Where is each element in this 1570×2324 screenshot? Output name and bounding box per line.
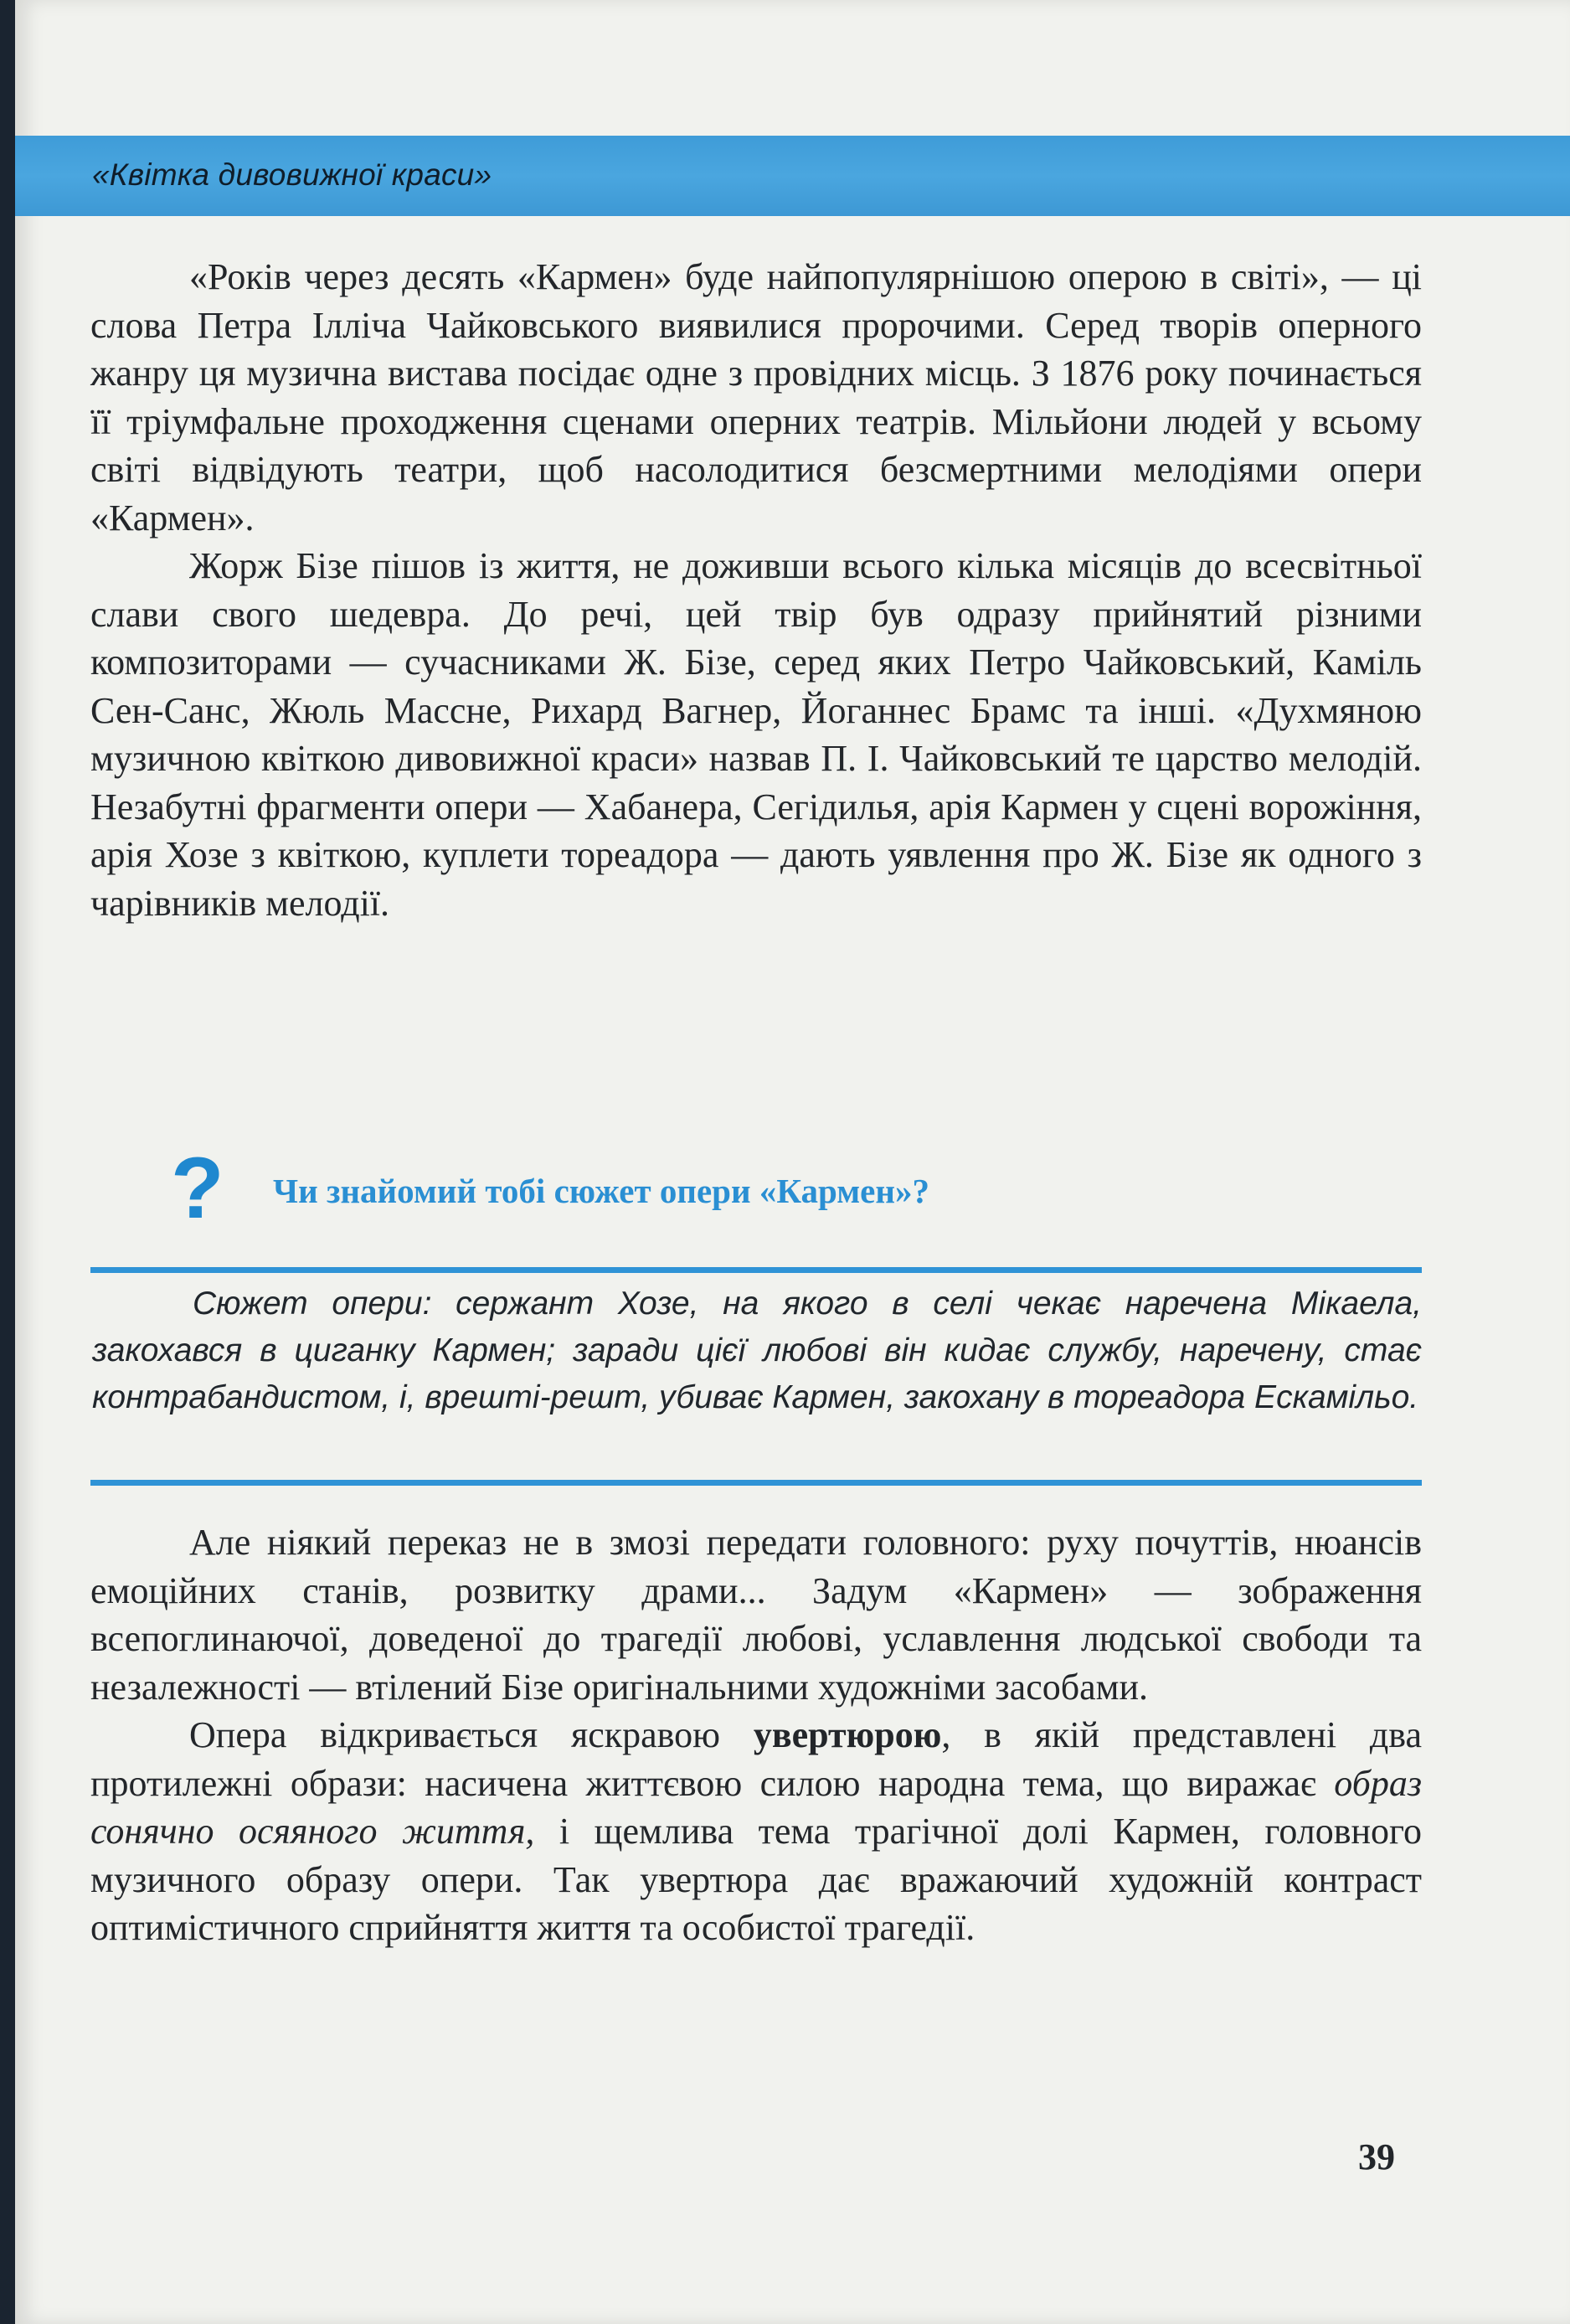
paragraph-retelling: Але ніякий переказ не в змозі передати головного: руху почуттів, нюансів емоційних станів, розвитку драми... Задум «Кармен» — зображення всепоглинаючої, доведеної до трагедії любові, уславлення людської свободи та незалежності — втілений Бізе оригінальними художніми засобами. bbox=[90, 1522, 1422, 1708]
plot-summary: Сюжет опери: сержант Хозе, на якого в селі чекає наречена Мікаела, закохався в циганку Кармен; заради цієї любові він кидає службу, наречену, стає контрабандистом, і, врешті-решт, убиває Кармен, закохану в тореадора Ескамільо. bbox=[92, 1286, 1422, 1415]
paragraph-overture bbox=[90, 1711, 1422, 1952]
overture-text-3: і щемлива тема трагічної долі Кармен, головного музичного образу опери. Так увертюра дає вражаючий художній контраст оптимістичного сприйняття життя та особистої трагедії. bbox=[90, 1811, 1422, 1948]
page-number: 39 bbox=[1358, 2136, 1395, 2177]
paragraph-bizet-death: Жорж Бізе пішов із життя, не доживши всього кілька місяців до всесвітньої слави свого шедевра. До речі, цей твір був одразу прийнятий різними композиторами — сучасниками Ж. Бізе, серед яких Петро Чайковський, Каміль Сен-Санс, Жюль Массне, Рихард Вагнер, Йоганнес Брамс та інші. «Духмяною музичною квіткою дивовижної краси» назвав П. І. Чайковський те царство мелодій. Незабутні фрагменти опери — Хабанера, Сегідилья, арія Кармен у сцені ворожіння, арія Хозе з квіткою, куплети тореадора — дають уявлення про Ж. Бізе як одного з чарівників мелодії. bbox=[90, 545, 1422, 924]
overture-text-2: , в якій представлені два протилежні образи: насичена життєвою силою народна тема, що виражає bbox=[90, 1714, 1422, 1804]
intro-text-block bbox=[90, 253, 1422, 927]
paragraph-chaikovsky-quote: «Років через десять «Кармен» буде найпопулярнішою оперою в світі», — ці слова Петра Ілліча Чайковського виявилися пророчими. Серед творів оперного жанру ця музична вистава посідає одне з провідних місць. З 1876 року починається її тріумфальне проходження сценами оперних театрів. Мільйони людей у всьому світі відвідують театри, щоб насолодитися безсмертними мелодіями опери «Кармен». bbox=[90, 256, 1422, 538]
textbook-page bbox=[15, 0, 1570, 2324]
analysis-text-block bbox=[90, 1518, 1422, 1952]
emphasis-sunny-life: образ сонячно осяяного життя, bbox=[90, 1762, 1422, 1852]
plot-box-bottom-rule bbox=[90, 1480, 1422, 1486]
overture-text-1: Опера відкривається яскравою bbox=[189, 1714, 754, 1755]
term-overture: увертюрою bbox=[753, 1714, 942, 1755]
header-band bbox=[15, 136, 1570, 216]
question-mark-icon: ? bbox=[171, 1140, 224, 1237]
running-head: «Квітка дивовижної краси» bbox=[92, 157, 492, 192]
question-heading: Чи знайомий тобі сюжет опери «Кармен»? bbox=[273, 1172, 929, 1210]
plot-box-top-rule bbox=[90, 1267, 1422, 1273]
